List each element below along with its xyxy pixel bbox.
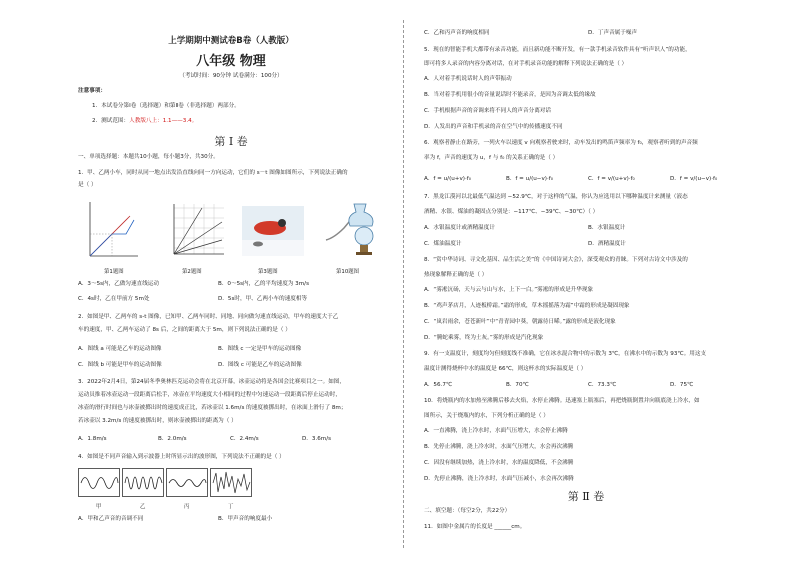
q4-stem: 4．如图是不同声音输入到示波器上时所显示出的波形图，下列说法不正确的是（ ） <box>78 454 285 460</box>
q4-option-b[interactable]: B．甲声音的响度最小 <box>218 516 273 522</box>
section-1-intro: 一、单项选择题：本题共10小题，每小题3分，共30分。 <box>78 154 219 160</box>
q10-option-c[interactable]: C．因没有继续加热，浇上冷水时，水的温度降低，不会沸腾 <box>424 460 574 466</box>
q8-stem-line1: 8．“赏中华诗词、寻文化基因、品生活之美”的《中国诗词大会》，深受观众的青睐。下列对古诗文中涉及的 <box>424 257 688 263</box>
q5-option-b[interactable]: B．当对着手机用很小的音量说话时不能录音，是因为音调太低的缘故 <box>424 92 596 98</box>
q8-option-b[interactable]: B．“鸡声茅店月，人迹板桥霜。”霜的形成，草木摇摇落为霜”中霜的形成是凝固现象 <box>424 303 630 309</box>
q1-stem-line1: 1．甲、乙两小车，同时从同一地点出发沿直线向同一方向运动，它们的 s－t 图像如图所示，下列说法正确的 <box>78 170 348 176</box>
q9-stem-line1: 9．有一支温度计，刻度均匀但刻度线不准确，它在冰水混合物中的示数为 3℃，在沸水中的示数为 93℃。用这支 <box>424 351 707 357</box>
q4-option-c[interactable]: C．乙和丙声音的响度相同 <box>424 30 490 36</box>
q2-option-a[interactable]: A．图线 a 可能是乙车的运动图像 <box>78 346 162 352</box>
q4-option-a[interactable]: A．甲和乙声音的音调不同 <box>78 516 144 522</box>
q7-option-d[interactable]: D．酒精温度计 <box>588 241 626 247</box>
q6-stem-line2: 率为 f，声音的速度为 u，f 与 f₀ 的关系正确的是（ ） <box>424 155 559 161</box>
q6-stem-line1: 6．观察者静止在路旁，一列火车以速度 v 向观察者驶来时，动车发出的鸣笛声频率为 f₀，观察者听到的声音频 <box>424 140 698 146</box>
notes-item-2-prefix: 2．测试范围： <box>92 118 130 124</box>
q4-wave-label-jia: 甲 <box>96 504 102 510</box>
q9-option-d[interactable]: D．75℃ <box>670 382 694 388</box>
q5-stem-line1: 5．现在的智能手机大都带有录音功能，而且新功能不断开发，有一款手机录音软件具有“听声识人”的功能， <box>424 47 691 53</box>
q2-option-d[interactable]: D．图线 c 可能是乙车的运动图像 <box>218 362 302 368</box>
section-1-title: 第 Ⅰ 卷 <box>214 135 248 148</box>
exam-meta: （考试时间：90分钟 试卷满分：100分） <box>179 73 283 79</box>
q1-option-d[interactable]: D．5s时，甲、乙两小车的速度相等 <box>218 296 308 302</box>
q9-stem-line2: 温度计测得烧杯中水的温度是 66℃，则这杯水的实际温度是（ ） <box>424 366 587 372</box>
q3-option-c[interactable]: C．2.4m/s <box>230 436 259 442</box>
q4-wave-label-bing: 丙 <box>184 504 190 510</box>
q3-option-b[interactable]: B．2.0m/s <box>158 436 187 442</box>
q6-option-c[interactable]: C．f = v/(u+v)·f₀ <box>588 176 635 182</box>
q10-option-d[interactable]: D．先停止沸腾，浇上冷水时，水面气压减小，水会再次沸腾 <box>424 476 574 482</box>
q3-stem-line2: 运动员推着冰壶运动一段距离后松手，冰壶在平均速度大小相同的过程中匀速运动一段距离后停止运动时， <box>78 392 341 398</box>
q1-figure-caption: 第1题图 <box>104 269 124 275</box>
notes-item-2 <box>92 118 197 125</box>
q5-stem-line2: 即可将多人录音的内容分离对话，在对手机录音功能的解释下列说法正确的是（ ） <box>424 61 628 67</box>
q9-option-a[interactable]: A．56.7℃ <box>424 382 453 388</box>
q1-st-graph <box>82 198 140 262</box>
q6-option-b[interactable]: B．f = u/(u−v)·f₀ <box>506 176 553 182</box>
notes-range: 人教版八上：1.1——3.4。 <box>129 118 198 124</box>
q8-option-a[interactable]: A．“雾凇沆砀，天与云与山与水，上下一白。”雾凇的形成是升华现象 <box>424 287 594 293</box>
left-column <box>70 0 392 562</box>
q2-grid-graph <box>166 200 226 260</box>
q3-stem-line3: 冰壶的滑行时间也与冰壶被掷出时的速度成正比，若冰壶以 1.6m/s 的速度被掷出时，在冰面上滑行了 8m； <box>78 405 347 411</box>
q7-stem-line2: 酒精、水银、煤油的凝固点分别是：−117℃、−39℃、−30℃）（ ） <box>424 209 599 215</box>
q2-figure-caption: 第2题图 <box>182 269 202 275</box>
q7-option-c[interactable]: C．煤油温度计 <box>424 241 462 247</box>
q4-option-d[interactable]: D．丁声音属于噪声 <box>588 30 638 36</box>
q1-option-c[interactable]: C．4s时，乙在甲前方 5m处 <box>78 296 150 302</box>
q3-option-a[interactable]: A．1.8m/s <box>78 436 107 442</box>
exam-subject: 八年级 物理 <box>196 54 266 69</box>
right-column <box>416 0 756 562</box>
q3-stem-line4: 若冰壶以 3.2m/s 的速度被掷出时，则冰壶被掷出的距离为（ ） <box>78 418 237 424</box>
q5-option-c[interactable]: C．手机根据声音的音调来将不同人的声音分离对话 <box>424 108 551 114</box>
q5-option-a[interactable]: A．人对着手机说话时人的声带振动 <box>424 76 512 82</box>
fill-blank-heading: 二、填空题：（每空2分，共22分） <box>424 508 511 514</box>
q10-option-a[interactable]: A．一直沸腾，浇上冷水时，水面气压增大，水会停止沸腾 <box>424 428 568 434</box>
q8-stem-line2: 热现象解释正确的是（ ） <box>424 272 488 278</box>
q3-stem-line1: 3．2022年2月4日，第24届冬季奥林匹克运动会将在北京开幕，冰壶运动将是各国会比赛项目之一。如图， <box>78 379 345 385</box>
q10-stem-line2: 图所示，关于烧瓶内的水，下列分析正确的是（ ） <box>424 413 549 419</box>
q9-option-c[interactable]: C．73.3℃ <box>588 382 617 388</box>
q6-option-a[interactable]: A．f = u/(u+v)·f₀ <box>424 176 471 182</box>
q6-option-d[interactable]: D．f = v/(u−v)·f₀ <box>670 176 718 182</box>
q11-stem: 11．如图中金属片的长度是 ______cm。 <box>424 524 526 530</box>
q7-option-b[interactable]: B．水银温度计 <box>588 225 626 231</box>
q4-wave-label-ding: 丁 <box>228 504 234 510</box>
q2-option-b[interactable]: B．图线 c 一定是甲车的运动图像 <box>218 346 302 352</box>
q2-stem-line1: 2．如图是甲、乙两车的 s-t 图像，已知甲、乙两车同时、同地、同向做匀速直线运动，甲车的速度大于乙 <box>78 314 339 320</box>
section-2-title: 第 Ⅱ 卷 <box>567 490 605 503</box>
q8-option-c[interactable]: C．“岚岩雨余，苍苍新叶”中“青青园中葵，朝露待日晞。”露的形成是液化现象 <box>424 319 616 325</box>
q3-curling-photo <box>242 206 304 256</box>
q8-option-d[interactable]: D．“腾蛇乘雾，终为土灰。”雾的形成是汽化现象 <box>424 335 544 341</box>
q7-option-a[interactable]: A．水银温度计或酒精温度计 <box>424 225 495 231</box>
q10-flask-figure <box>320 198 388 262</box>
q1-stem-line2: 是（ ） <box>78 182 97 188</box>
q1-option-a[interactable]: A．3～5s内，乙做匀速直线运动 <box>78 281 159 287</box>
q1-option-b[interactable]: B．0～5s内，乙的平均速度为 3m/s <box>218 281 309 287</box>
q10-figure-caption: 第10题图 <box>336 269 360 275</box>
q2-stem-line2: 车的速度，甲、乙两车运动了 8s 后，之间的距离大于 5m，则下列说法正确的是（ ） <box>78 327 291 333</box>
notes-heading: 注意事项： <box>78 88 106 94</box>
q5-option-d[interactable]: D．人发出的声音和手机录的音在空气中的传播速度不同 <box>424 124 563 130</box>
q4-waveforms <box>78 468 254 498</box>
q10-stem-line1: 10．将烧瓶内的水加热至沸腾后移去火焰，水停止沸腾。迅速塞上瓶塞后，再把烧瓶倒置并向瓶底浇上冷水，如 <box>424 398 700 404</box>
exam-title: 上学期期中测试卷B卷（人教版） <box>168 36 294 46</box>
q9-option-b[interactable]: B．70℃ <box>506 382 529 388</box>
q7-stem-line1: 7．黑龙江漠河以北最低气温达到 −52.9℃，对于这样的气温，你认为应选用以下哪种温度计来测量（液态 <box>424 194 688 200</box>
q4-wave-label-yi: 乙 <box>140 504 146 510</box>
notes-item-1: 1．本试卷分第Ⅰ卷（选择题）和第Ⅱ卷（非选择题）两部分。 <box>92 103 240 109</box>
q10-option-b[interactable]: B．先停止沸腾，浇上冷水时，水面气压增大，水会再次沸腾 <box>424 444 574 450</box>
q2-option-c[interactable]: C．图线 b 可能是甲车的运动图像 <box>78 362 162 368</box>
q3-option-d[interactable]: D．3.6m/s <box>302 436 332 442</box>
column-divider <box>403 20 404 548</box>
q3-figure-caption: 第3题图 <box>258 269 278 275</box>
